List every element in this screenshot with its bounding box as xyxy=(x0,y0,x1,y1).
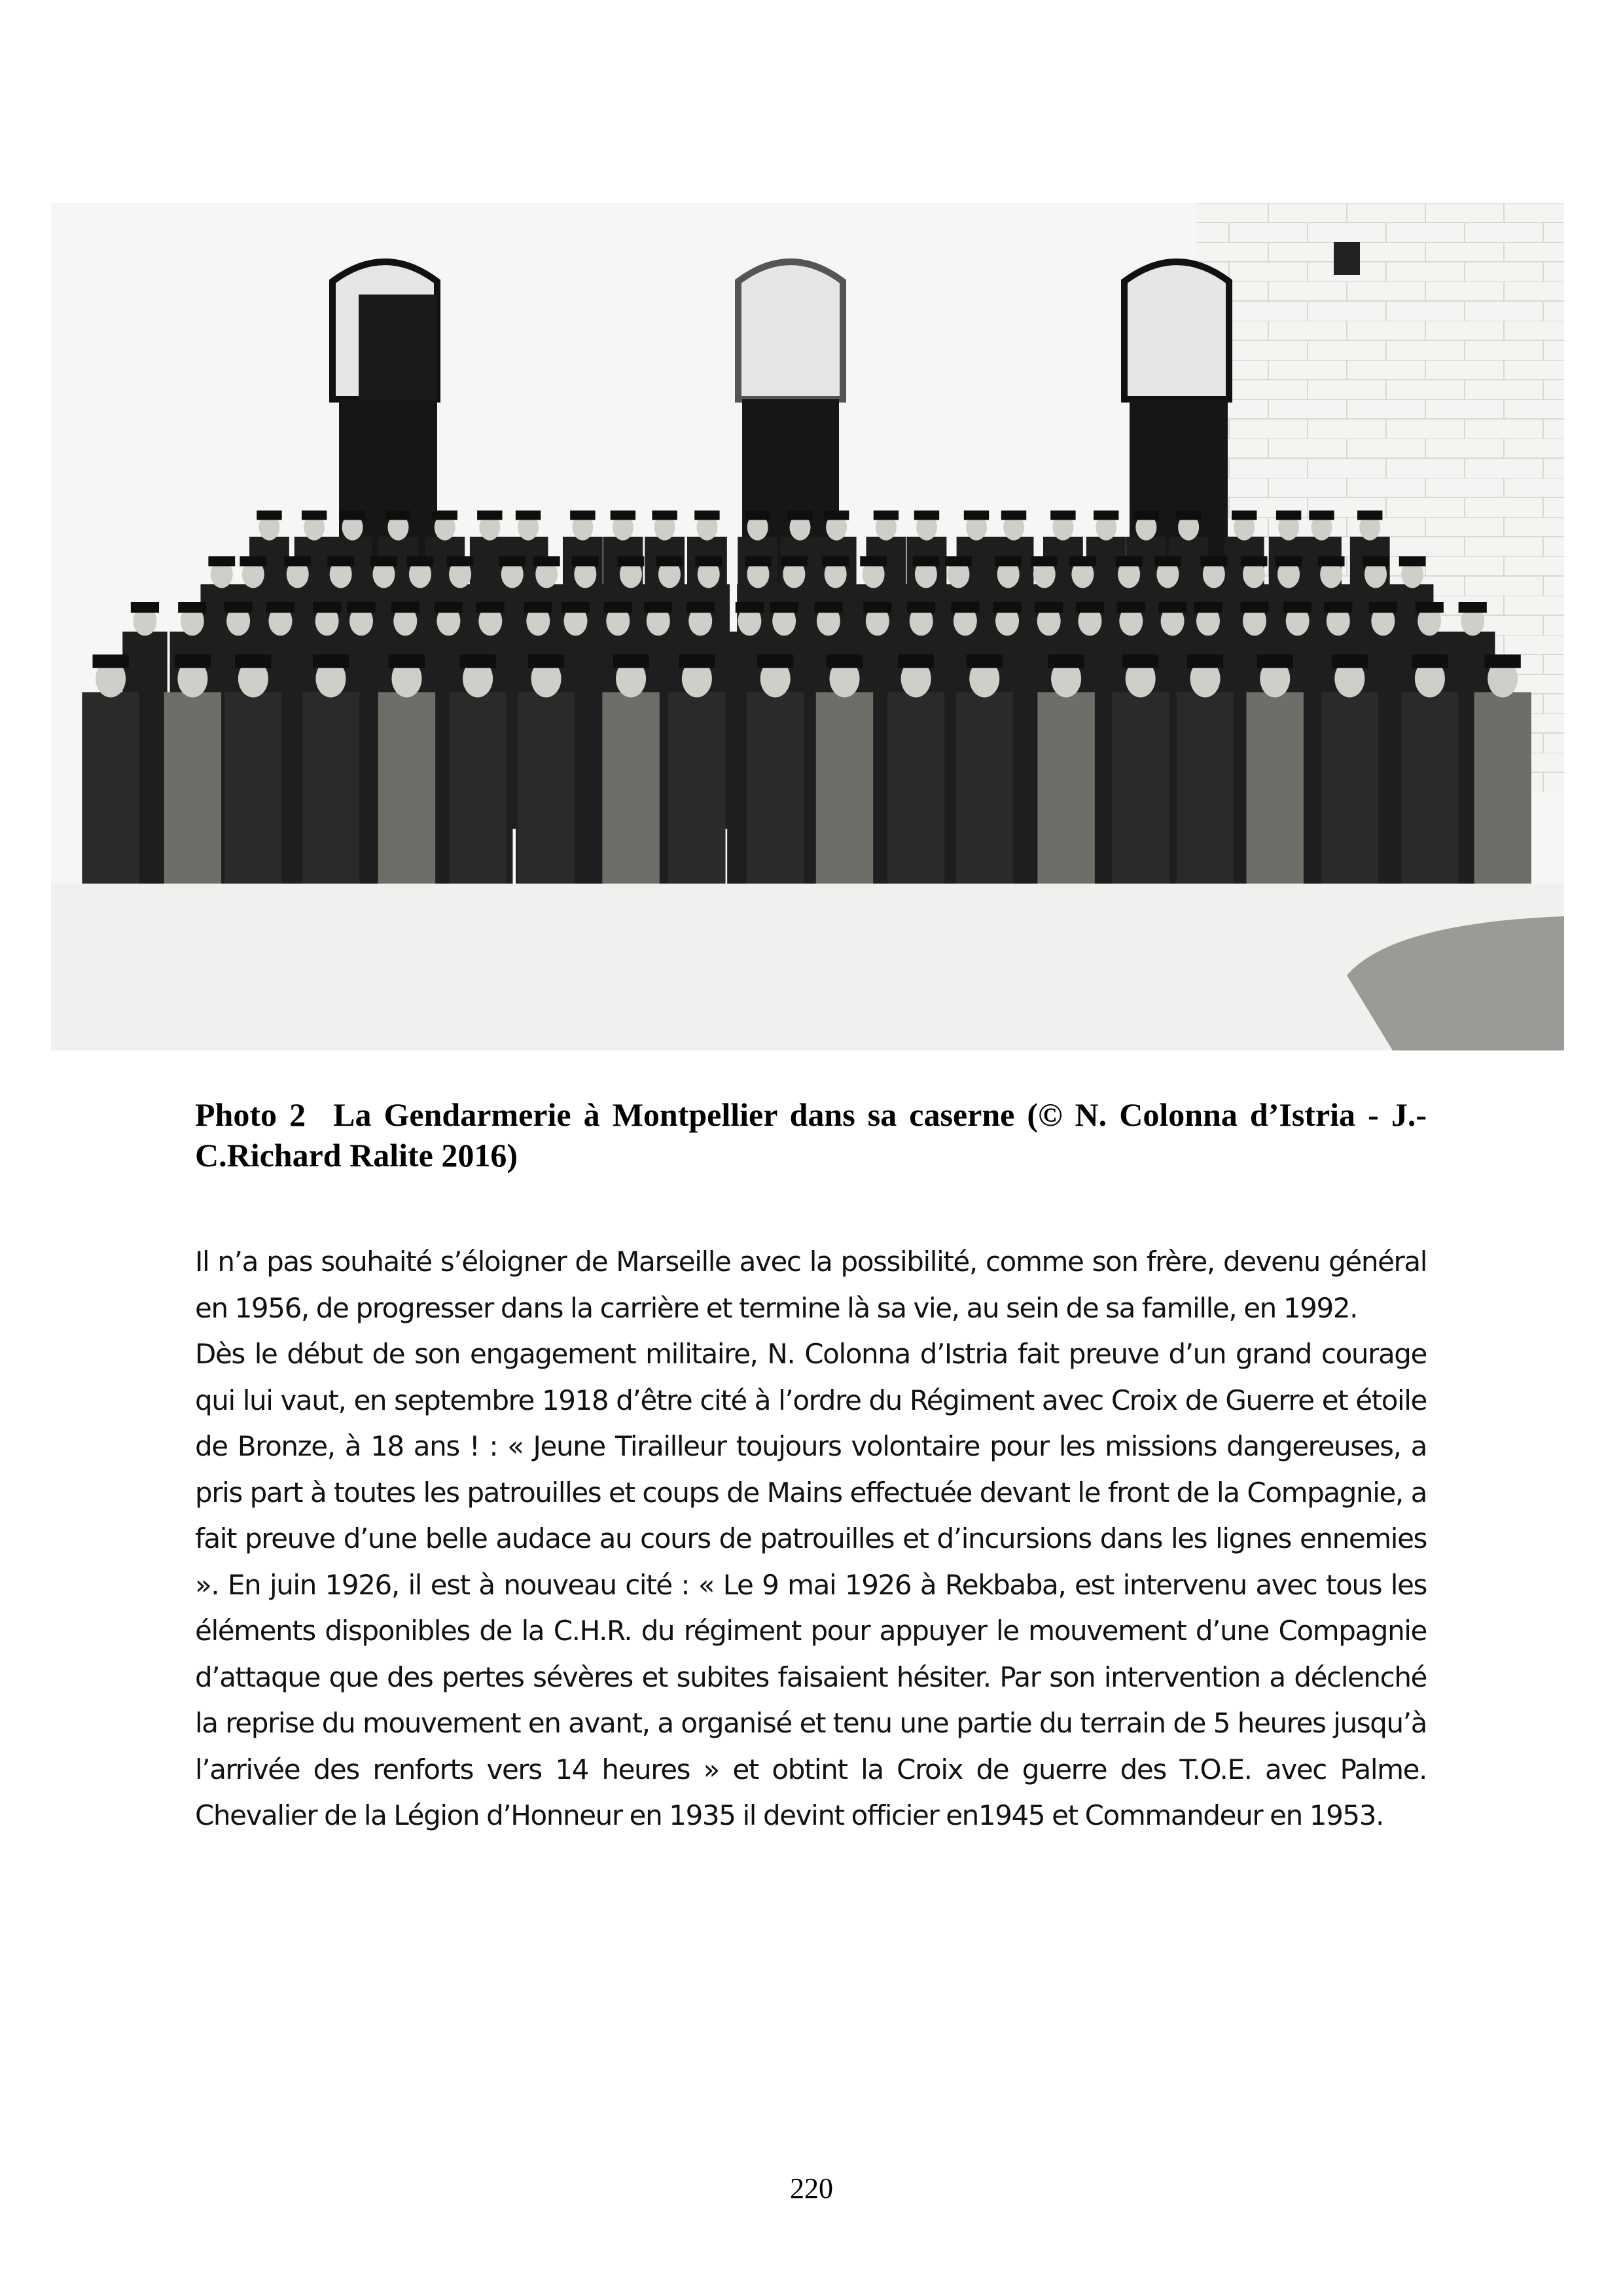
photo-image xyxy=(51,203,1564,1050)
kepi-cap xyxy=(604,602,632,613)
kepi-cap xyxy=(266,602,294,613)
kepi-cap xyxy=(1200,556,1227,566)
kepi-cap xyxy=(284,556,311,566)
kepi-cap xyxy=(679,655,715,668)
kepi-cap xyxy=(656,556,683,566)
kepi-cap xyxy=(313,602,341,613)
kepi-cap xyxy=(131,602,159,613)
kepi-cap xyxy=(951,602,979,613)
kepi-cap xyxy=(907,602,935,613)
kepi-cap xyxy=(257,511,281,520)
kepi-cap xyxy=(302,511,327,520)
kepi-cap xyxy=(516,511,541,520)
kepi-cap xyxy=(1257,655,1293,668)
kepi-cap xyxy=(814,602,842,613)
kepi-cap xyxy=(874,511,899,520)
kepi-cap xyxy=(745,556,772,566)
kepi-cap xyxy=(995,556,1022,566)
kepi-cap xyxy=(945,556,972,566)
kepi-cap xyxy=(1241,556,1268,566)
bell-icon xyxy=(1334,242,1360,275)
kepi-cap xyxy=(235,655,271,668)
kepi-cap xyxy=(618,556,645,566)
kepi-cap xyxy=(533,556,560,566)
kepi-cap xyxy=(499,556,526,566)
kepi-cap xyxy=(1158,602,1186,613)
kepi-cap xyxy=(1232,511,1257,520)
caption-text: La Gendarmerie à Montpellier dans sa caserne (© N. Colonna d’Istria - J.-C.Richard Ralite 2016) xyxy=(195,1096,1427,1174)
kepi-cap xyxy=(1194,602,1222,613)
kepi-cap xyxy=(208,556,235,566)
kepi-cap xyxy=(1076,602,1104,613)
kepi-cap xyxy=(347,602,375,613)
kepi-cap xyxy=(736,602,764,613)
kepi-cap xyxy=(695,556,722,566)
kepi-cap xyxy=(1176,511,1201,520)
kepi-cap xyxy=(313,655,349,668)
kepi-cap xyxy=(822,556,849,566)
kepi-cap xyxy=(1187,655,1223,668)
kepi-cap xyxy=(433,511,457,520)
kepi-cap xyxy=(1117,602,1145,613)
kepi-cap xyxy=(327,556,354,566)
kepi-cap xyxy=(860,556,887,566)
kepi-cap xyxy=(178,602,206,613)
kepi-cap xyxy=(1275,556,1302,566)
kepi-cap xyxy=(1399,556,1426,566)
kepi-cap xyxy=(447,556,474,566)
kepi-cap xyxy=(1116,556,1143,566)
kepi-cap xyxy=(1318,556,1345,566)
kepi-cap xyxy=(611,511,635,520)
kepi-cap xyxy=(1069,556,1096,566)
kepi-cap xyxy=(528,655,564,668)
kepi-cap xyxy=(613,655,649,668)
kepi-cap xyxy=(1276,511,1301,520)
kepi-cap xyxy=(1094,511,1118,520)
kepi-cap xyxy=(1283,602,1311,613)
kepi-cap xyxy=(572,556,599,566)
group-photo xyxy=(51,203,1564,1050)
kepi-cap xyxy=(1050,511,1075,520)
kepi-cap xyxy=(1416,602,1444,613)
paragraph: Il n’a pas souhaité s’éloigner de Marseille avec la possibilité, comme son frère, devenu général en 1956, de progresser dans la carrière et termine là sa vie, au sein de sa famille, en 1992. xyxy=(195,1246,1427,1324)
kepi-cap xyxy=(652,511,677,520)
kepi-cap xyxy=(92,655,128,668)
kepi-cap xyxy=(1154,556,1181,566)
kepi-cap xyxy=(1001,511,1026,520)
kepi-cap xyxy=(1412,655,1448,668)
kepi-cap xyxy=(562,602,590,613)
kepi-cap xyxy=(687,602,715,613)
kepi-cap xyxy=(1035,602,1063,613)
kepi-cap xyxy=(459,655,495,668)
kepi-cap xyxy=(1122,655,1158,668)
kepi-cap xyxy=(694,511,719,520)
kepi-cap xyxy=(476,602,505,613)
kepi-cap xyxy=(1240,602,1268,613)
kepi-cap xyxy=(340,511,365,520)
kepi-cap xyxy=(824,511,849,520)
kepi-cap xyxy=(898,655,934,668)
kepi-cap xyxy=(1048,655,1084,668)
caption-number: Photo 2 xyxy=(195,1096,306,1133)
kepi-cap xyxy=(1459,602,1487,613)
kepi-cap xyxy=(1369,602,1397,613)
kepi-cap xyxy=(175,655,211,668)
kepi-cap xyxy=(914,511,939,520)
kepi-cap xyxy=(770,602,798,613)
kepi-cap xyxy=(757,655,793,668)
kepi-cap xyxy=(1031,556,1058,566)
kepi-cap xyxy=(389,655,425,668)
kepi-cap xyxy=(1309,511,1334,520)
kepi-cap xyxy=(967,655,1003,668)
kepi-cap xyxy=(1357,511,1382,520)
kepi-cap xyxy=(385,511,410,520)
kepi-cap xyxy=(240,556,266,566)
kepi-cap xyxy=(1363,556,1389,566)
kepi-cap xyxy=(993,602,1021,613)
kepi-cap xyxy=(787,511,812,520)
kepi-cap xyxy=(863,602,891,613)
kepi-cap xyxy=(781,556,808,566)
kepi-cap xyxy=(1485,655,1521,668)
body-text xyxy=(195,1239,1427,1839)
kepi-cap xyxy=(745,511,770,520)
kepi-cap xyxy=(391,602,419,613)
kepi-cap xyxy=(1133,511,1158,520)
kepi-cap xyxy=(570,511,595,520)
kepi-cap xyxy=(1324,602,1352,613)
kepi-cap xyxy=(1332,655,1368,668)
kepi-cap xyxy=(435,602,463,613)
paragraph: Dès le début de son engagement militaire, N. Colonna d’Istria fait preuve d’un grand courage qui lui vaut, en septembre 1918 d’être cité à l’ordre du Régiment avec Croix de Guerre et étoile de Bronze, à 18 ans ! : « Jeune Tirailleur toujours volontaire pour les missions dangereuses, a pris part à toutes les patrouilles et coups de Mains effectuée devant le front de la Compagnie, a fait preuve d’une belle audace au cours de patrouilles et d’incursions dans les lignes ennemies ». En juin 1926, il est à nouveau cité : « Le 9 mai 1926 à Rekbaba, est intervenu avec tous les éléments disponibles de la C.H.R. du régiment pour appuyer le mouvement d’une Compagnie d’attaque que des pertes sévères et subites faisaient hésiter. Par son intervention a déclenché la reprise du mouvement en avant, a organisé et tenu une partie du terrain de 5 heures jusqu’à l’arrivée des renforts vers 14 heures » et obtint la Croix de guerre des T.O.E. avec Palme. Chevalier de la Légion d’Honneur en 1935 il devint officier en1945 et Commandeur en 1953. xyxy=(195,1338,1427,1831)
kepi-cap xyxy=(407,556,434,566)
kepi-cap xyxy=(477,511,502,520)
kepi-cap xyxy=(827,655,863,668)
photo-caption xyxy=(195,1094,1427,1175)
kepi-cap xyxy=(644,602,672,613)
kepi-cap xyxy=(912,556,939,566)
kepi-cap xyxy=(524,602,552,613)
kepi-cap xyxy=(964,511,989,520)
kepi-cap xyxy=(370,556,397,566)
page-number: 220 xyxy=(790,2172,833,2204)
kepi-cap xyxy=(224,602,253,613)
